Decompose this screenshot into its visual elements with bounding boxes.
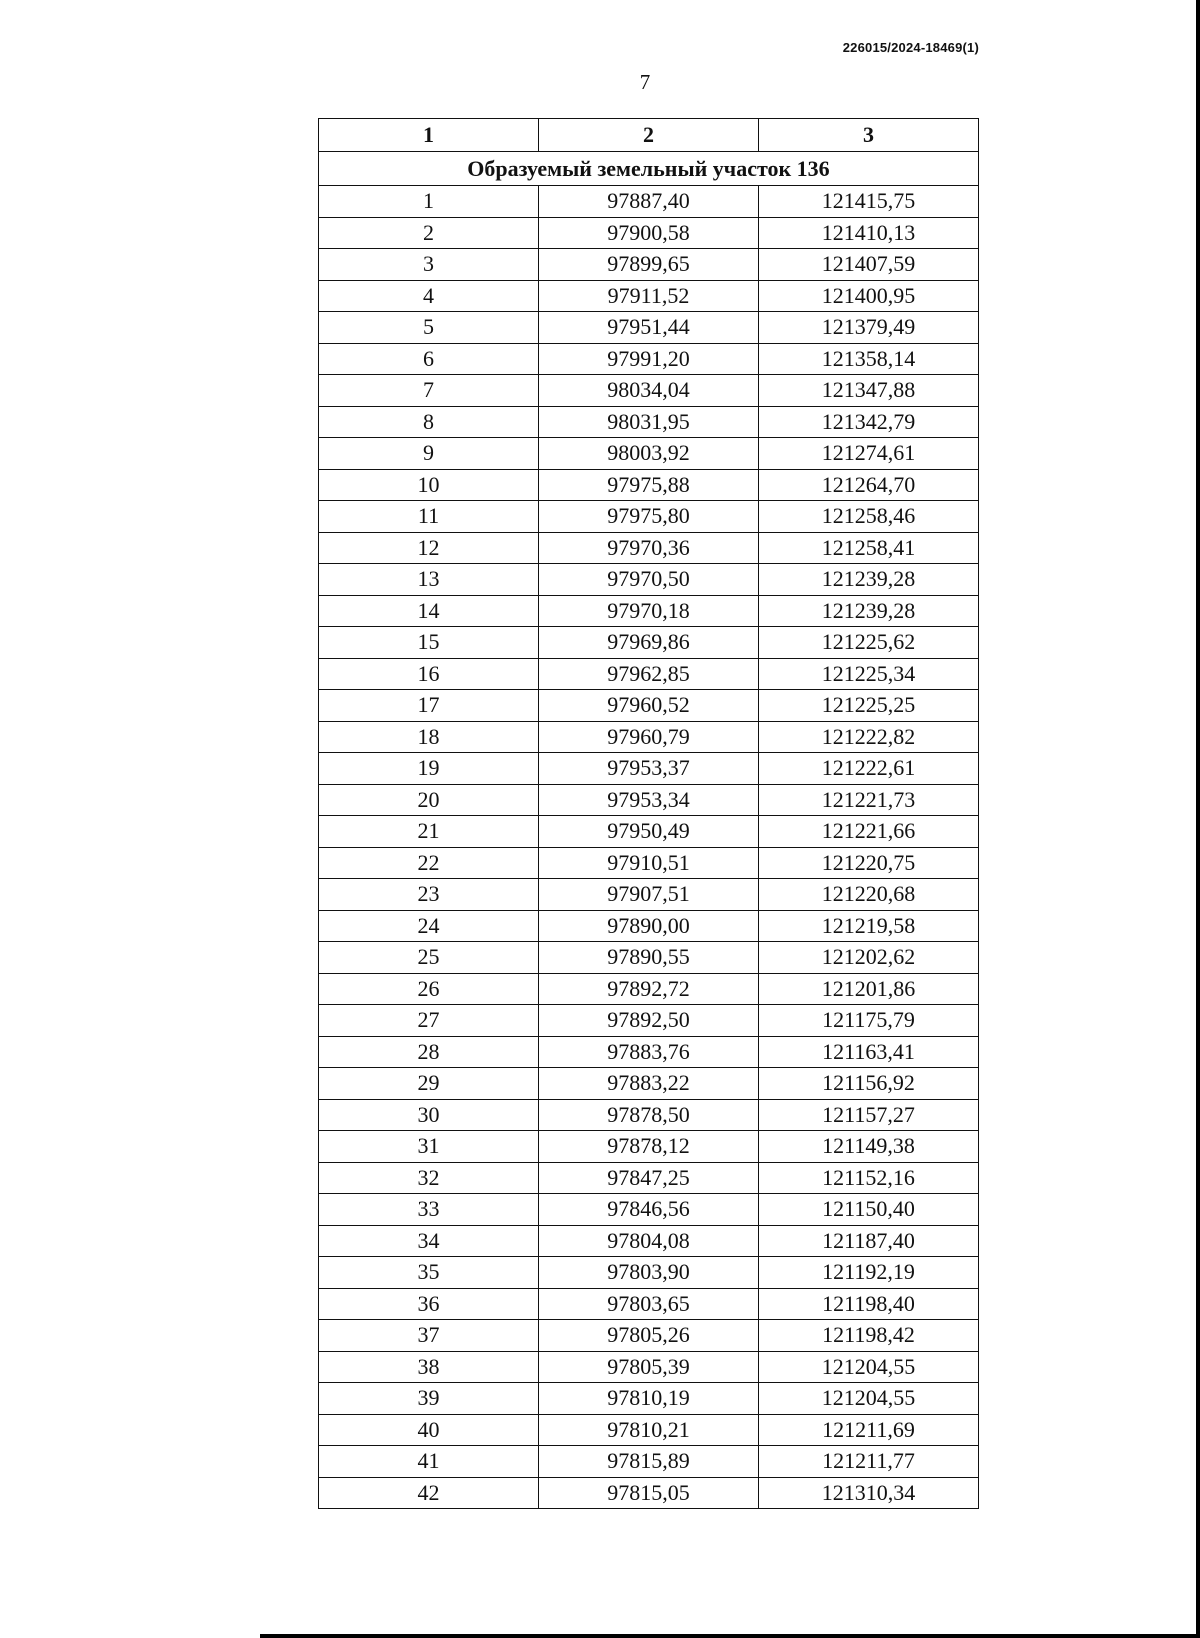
table-row	[319, 816, 979, 848]
x-coordinate-cell: 97892,50	[539, 1005, 759, 1037]
point-number-cell: 33	[319, 1194, 539, 1226]
point-number-cell: 5	[319, 312, 539, 344]
x-coordinate-cell: 97953,37	[539, 753, 759, 785]
y-coordinate-cell: 121175,79	[759, 1005, 979, 1037]
section-title: Образуемый земельный участок 136	[319, 152, 979, 186]
point-number-cell: 7	[319, 375, 539, 407]
table-row	[319, 249, 979, 281]
table-row	[319, 784, 979, 816]
x-coordinate-cell: 97969,86	[539, 627, 759, 659]
y-coordinate-cell: 121192,19	[759, 1257, 979, 1289]
point-number-cell: 20	[319, 784, 539, 816]
y-coordinate-cell: 121221,66	[759, 816, 979, 848]
table-row	[319, 1320, 979, 1352]
x-coordinate-cell: 97810,19	[539, 1383, 759, 1415]
table-row	[319, 532, 979, 564]
section-title-row	[319, 152, 979, 186]
y-coordinate-cell: 121221,73	[759, 784, 979, 816]
table-row	[319, 375, 979, 407]
x-coordinate-cell: 97970,36	[539, 532, 759, 564]
x-coordinate-cell: 97815,89	[539, 1446, 759, 1478]
x-coordinate-cell: 97810,21	[539, 1414, 759, 1446]
y-coordinate-cell: 121225,34	[759, 658, 979, 690]
point-number-cell: 18	[319, 721, 539, 753]
point-number-cell: 3	[319, 249, 539, 281]
y-coordinate-cell: 121157,27	[759, 1099, 979, 1131]
table-row	[319, 1351, 979, 1383]
point-number-cell: 19	[319, 753, 539, 785]
table-row	[319, 406, 979, 438]
x-coordinate-cell: 97953,34	[539, 784, 759, 816]
y-coordinate-cell: 121152,16	[759, 1162, 979, 1194]
table-row	[319, 280, 979, 312]
page-number: 7	[639, 70, 651, 94]
y-coordinate-cell: 121239,28	[759, 595, 979, 627]
x-coordinate-cell: 97883,22	[539, 1068, 759, 1100]
table-row	[319, 438, 979, 470]
y-coordinate-cell: 121201,86	[759, 973, 979, 1005]
point-number-cell: 15	[319, 627, 539, 659]
point-number-cell: 8	[319, 406, 539, 438]
y-coordinate-cell: 121150,40	[759, 1194, 979, 1226]
y-coordinate-cell: 121202,62	[759, 942, 979, 974]
y-coordinate-cell: 121211,69	[759, 1414, 979, 1446]
point-number-cell: 22	[319, 847, 539, 879]
y-coordinate-cell: 121358,14	[759, 343, 979, 375]
table-row	[319, 343, 979, 375]
point-number-cell: 17	[319, 690, 539, 722]
table-row	[319, 469, 979, 501]
table-row	[319, 1257, 979, 1289]
y-coordinate-cell: 121198,40	[759, 1288, 979, 1320]
x-coordinate-cell: 97907,51	[539, 879, 759, 911]
column-header-3: 3	[759, 119, 979, 152]
coordinates-table	[318, 118, 979, 1509]
table-row	[319, 658, 979, 690]
y-coordinate-cell: 121149,38	[759, 1131, 979, 1163]
point-number-cell: 25	[319, 942, 539, 974]
table-row	[319, 942, 979, 974]
y-coordinate-cell: 121274,61	[759, 438, 979, 470]
table-row	[319, 1225, 979, 1257]
table-row	[319, 1194, 979, 1226]
table-row	[319, 627, 979, 659]
x-coordinate-cell: 97890,00	[539, 910, 759, 942]
table-row	[319, 1383, 979, 1415]
x-coordinate-cell: 97846,56	[539, 1194, 759, 1226]
table-row	[319, 501, 979, 533]
x-coordinate-cell: 97911,52	[539, 280, 759, 312]
y-coordinate-cell: 121342,79	[759, 406, 979, 438]
y-coordinate-cell: 121258,41	[759, 532, 979, 564]
point-number-cell: 36	[319, 1288, 539, 1320]
point-number-cell: 23	[319, 879, 539, 911]
point-number-cell: 14	[319, 595, 539, 627]
table-row	[319, 690, 979, 722]
y-coordinate-cell: 121156,92	[759, 1068, 979, 1100]
y-coordinate-cell: 121264,70	[759, 469, 979, 501]
column-header-1: 1	[319, 119, 539, 152]
x-coordinate-cell: 97883,76	[539, 1036, 759, 1068]
x-coordinate-cell: 98034,04	[539, 375, 759, 407]
column-header-2: 2	[539, 119, 759, 152]
point-number-cell: 28	[319, 1036, 539, 1068]
y-coordinate-cell: 121163,41	[759, 1036, 979, 1068]
point-number-cell: 21	[319, 816, 539, 848]
x-coordinate-cell: 97950,49	[539, 816, 759, 848]
table-row	[319, 1162, 979, 1194]
point-number-cell: 11	[319, 501, 539, 533]
x-coordinate-cell: 97803,90	[539, 1257, 759, 1289]
point-number-cell: 41	[319, 1446, 539, 1478]
point-number-cell: 31	[319, 1131, 539, 1163]
y-coordinate-cell: 121225,25	[759, 690, 979, 722]
point-number-cell: 10	[319, 469, 539, 501]
y-coordinate-cell: 121204,55	[759, 1383, 979, 1415]
table-row	[319, 564, 979, 596]
x-coordinate-cell: 97910,51	[539, 847, 759, 879]
x-coordinate-cell: 97899,65	[539, 249, 759, 281]
point-number-cell: 37	[319, 1320, 539, 1352]
x-coordinate-cell: 97900,58	[539, 217, 759, 249]
x-coordinate-cell: 98003,92	[539, 438, 759, 470]
x-coordinate-cell: 97970,18	[539, 595, 759, 627]
table-row	[319, 1068, 979, 1100]
x-coordinate-cell: 97805,26	[539, 1320, 759, 1352]
point-number-cell: 4	[319, 280, 539, 312]
y-coordinate-cell: 121222,61	[759, 753, 979, 785]
document-number: 226015/2024-18469(1)	[842, 40, 979, 55]
y-coordinate-cell: 121310,34	[759, 1477, 979, 1509]
y-coordinate-cell: 121187,40	[759, 1225, 979, 1257]
point-number-cell: 42	[319, 1477, 539, 1509]
point-number-cell: 16	[319, 658, 539, 690]
table-row	[319, 1446, 979, 1478]
table-row	[319, 312, 979, 344]
point-number-cell: 39	[319, 1383, 539, 1415]
y-coordinate-cell: 121400,95	[759, 280, 979, 312]
point-number-cell: 9	[319, 438, 539, 470]
point-number-cell: 35	[319, 1257, 539, 1289]
point-number-cell: 40	[319, 1414, 539, 1446]
y-coordinate-cell: 121225,62	[759, 627, 979, 659]
point-number-cell: 2	[319, 217, 539, 249]
point-number-cell: 26	[319, 973, 539, 1005]
y-coordinate-cell: 121222,82	[759, 721, 979, 753]
table-row	[319, 910, 979, 942]
x-coordinate-cell: 97892,72	[539, 973, 759, 1005]
table-row	[319, 1005, 979, 1037]
table-row	[319, 1036, 979, 1068]
y-coordinate-cell: 121407,59	[759, 249, 979, 281]
y-coordinate-cell: 121347,88	[759, 375, 979, 407]
table-row	[319, 847, 979, 879]
point-number-cell: 13	[319, 564, 539, 596]
x-coordinate-cell: 97805,39	[539, 1351, 759, 1383]
x-coordinate-cell: 97878,50	[539, 1099, 759, 1131]
x-coordinate-cell: 97975,88	[539, 469, 759, 501]
point-number-cell: 6	[319, 343, 539, 375]
point-number-cell: 1	[319, 186, 539, 218]
x-coordinate-cell: 97951,44	[539, 312, 759, 344]
point-number-cell: 27	[319, 1005, 539, 1037]
x-coordinate-cell: 97847,25	[539, 1162, 759, 1194]
y-coordinate-cell: 121379,49	[759, 312, 979, 344]
table-row	[319, 1414, 979, 1446]
scan-edge-right	[1196, 0, 1200, 1638]
x-coordinate-cell: 97887,40	[539, 186, 759, 218]
scan-edge-bottom	[260, 1634, 1200, 1638]
table-row	[319, 217, 979, 249]
point-number-cell: 38	[319, 1351, 539, 1383]
table-row	[319, 1131, 979, 1163]
table-row	[319, 879, 979, 911]
y-coordinate-cell: 121211,77	[759, 1446, 979, 1478]
x-coordinate-cell: 97991,20	[539, 343, 759, 375]
point-number-cell: 12	[319, 532, 539, 564]
x-coordinate-cell: 98031,95	[539, 406, 759, 438]
x-coordinate-cell: 97960,79	[539, 721, 759, 753]
point-number-cell: 30	[319, 1099, 539, 1131]
y-coordinate-cell: 121239,28	[759, 564, 979, 596]
x-coordinate-cell: 97803,65	[539, 1288, 759, 1320]
y-coordinate-cell: 121220,75	[759, 847, 979, 879]
x-coordinate-cell: 97960,52	[539, 690, 759, 722]
y-coordinate-cell: 121258,46	[759, 501, 979, 533]
x-coordinate-cell: 97890,55	[539, 942, 759, 974]
x-coordinate-cell: 97878,12	[539, 1131, 759, 1163]
point-number-cell: 24	[319, 910, 539, 942]
table-header-row	[319, 119, 979, 152]
table-row	[319, 595, 979, 627]
x-coordinate-cell: 97815,05	[539, 1477, 759, 1509]
table-row	[319, 1477, 979, 1509]
table-row	[319, 721, 979, 753]
table-row	[319, 753, 979, 785]
table-row	[319, 1288, 979, 1320]
point-number-cell: 32	[319, 1162, 539, 1194]
table-row	[319, 186, 979, 218]
table-row	[319, 973, 979, 1005]
y-coordinate-cell: 121410,13	[759, 217, 979, 249]
y-coordinate-cell: 121198,42	[759, 1320, 979, 1352]
x-coordinate-cell: 97975,80	[539, 501, 759, 533]
x-coordinate-cell: 97970,50	[539, 564, 759, 596]
x-coordinate-cell: 97962,85	[539, 658, 759, 690]
point-number-cell: 29	[319, 1068, 539, 1100]
table-row	[319, 1099, 979, 1131]
point-number-cell: 34	[319, 1225, 539, 1257]
y-coordinate-cell: 121219,58	[759, 910, 979, 942]
y-coordinate-cell: 121204,55	[759, 1351, 979, 1383]
y-coordinate-cell: 121220,68	[759, 879, 979, 911]
x-coordinate-cell: 97804,08	[539, 1225, 759, 1257]
y-coordinate-cell: 121415,75	[759, 186, 979, 218]
